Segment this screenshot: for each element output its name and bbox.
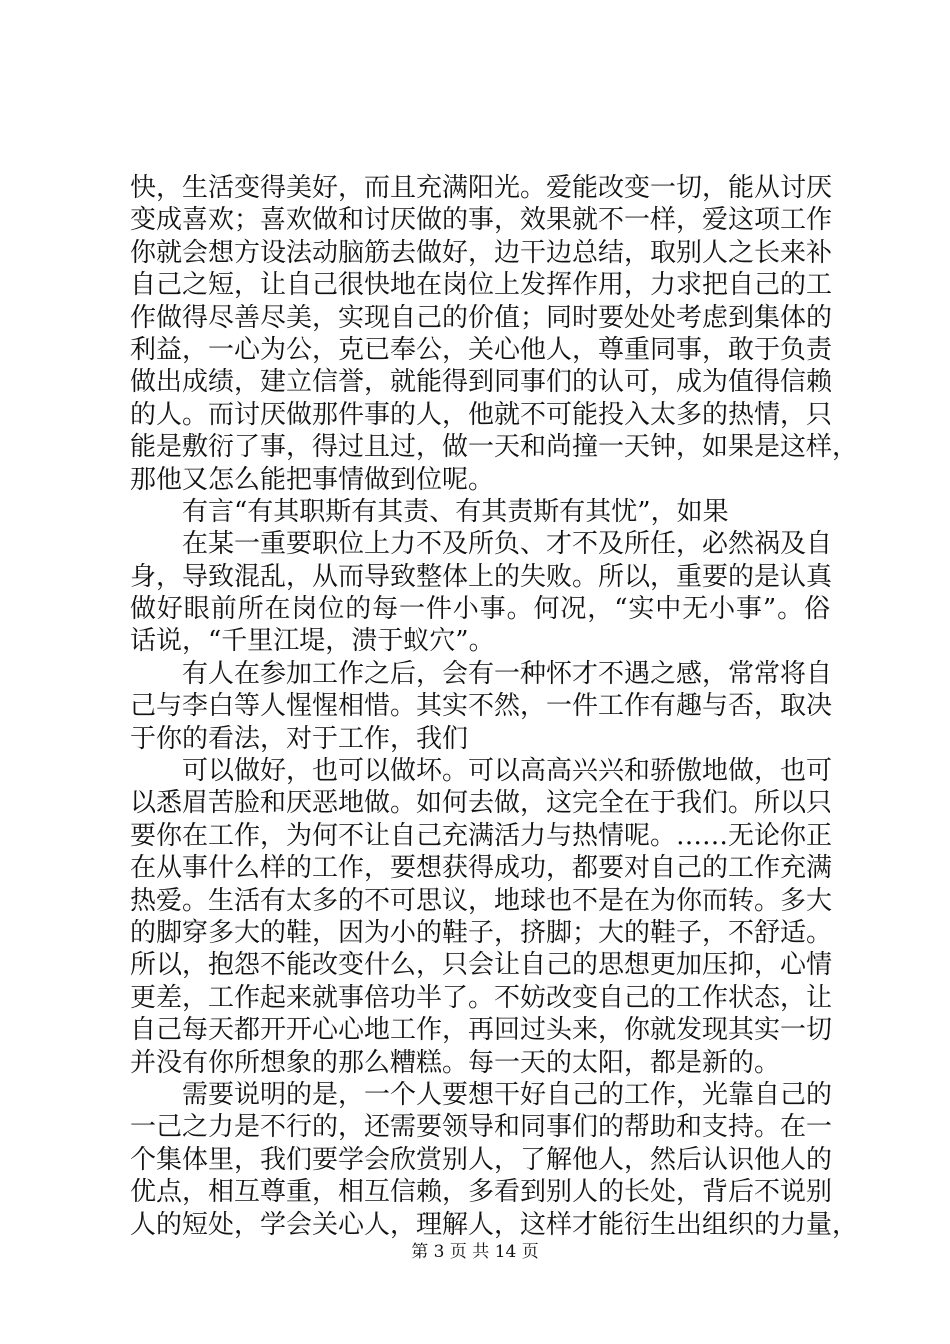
text-line: 于你的看法，对于工作，我们	[130, 723, 469, 754]
text-line: 话说，“千里江堤，溃于蚁穴”。	[130, 626, 495, 657]
text-line: 个集体里，我们要学会欣赏别人，了解他人，然后认识他人的	[130, 1144, 833, 1175]
text-line: 你就会想方设法动脑筋去做好，边干边总结，取别人之长来补	[130, 237, 833, 268]
text-line: 热爱。生活有太多的不可思议，地球也不是在为你而转。多大	[130, 885, 833, 916]
text-line: 己与李白等人惺惺相惜。其实不然，一件工作有趣与否，取决	[130, 691, 833, 722]
text-line: 需要说明的是，一个人要想干好自己的工作，光靠自己的	[182, 1079, 833, 1110]
text-line: 快，生活变得美好，而且充满阳光。爱能改变一切，能从讨厌	[130, 173, 833, 203]
text-line: 要你在工作，为何不让自己充满活力与热情呢。……无论你正	[130, 820, 833, 851]
text-line: 的脚穿多大的鞋，因为小的鞋子，挤脚；大的鞋子，不舒适。	[130, 917, 833, 948]
text-line: 的人。而讨厌做那件事的人，他就不可能投入太多的热情，只	[130, 399, 833, 430]
text-line: 所以，抱怨不能改变什么，只会让自己的思想更加压抑，心情	[130, 950, 833, 981]
text-line: 有人在参加工作之后，会有一种怀才不遇之感，常常将自	[182, 658, 833, 689]
text-line: 可以做好，也可以做坏。可以高高兴兴和骄傲地做，也可	[182, 756, 833, 787]
text-line: 在从事什么样的工作，要想获得成功，都要对自己的工作充满	[130, 853, 833, 884]
text-line: 能是敷衍了事，得过且过，做一天和尚撞一天钟，如果是这样，	[130, 432, 859, 463]
text-line: 自己每天都开开心心地工作，再回过头来，你就发现其实一切	[130, 1015, 833, 1046]
text-line: 身，导致混乱，从而导致整体上的失败。所以，重要的是认真	[130, 561, 833, 592]
text-line: 优点，相互尊重，相互信赖，多看到别人的长处，背后不说别	[130, 1177, 833, 1208]
text-line: 更差，工作起来就事倍功半了。不妨改变自己的工作状态，让	[130, 982, 833, 1013]
text-line: 在某一重要职位上力不及所负、才不及所任，必然祸及自	[182, 529, 833, 560]
text-line: 作做得尽善尽美，实现自己的价值；同时要处处考虑到集体的	[130, 302, 833, 333]
text-line: 人的短处，学会关心人，理解人，这样才能衍生出组织的力量，	[130, 1209, 859, 1240]
text-line: 那他又怎么能把事情做到位呢。	[130, 464, 495, 495]
text-line: 一己之力是不行的，还需要领导和同事们的帮助和支持。在一	[130, 1112, 833, 1143]
text-line: 并没有你所想象的那么糟糕。每一天的太阳，都是新的。	[130, 1047, 781, 1078]
text-line: 做出成绩，建立信誉，就能得到同事们的认可，成为值得信赖	[130, 367, 833, 398]
text-line: 做好眼前所在岗位的每一件小事。何况，“实中无小事”。俗	[130, 594, 830, 625]
body-text	[130, 172, 859, 1241]
text-line: 变成喜欢；喜欢做和讨厌做的事，效果就不一样，爱这项工作	[130, 205, 833, 236]
text-line: 有言“有其职斯有其责、有其责斯有其忧”，如果	[182, 496, 729, 527]
page-number-footer: 第 3 页 共 14 页	[411, 1242, 539, 1262]
text-line: 以悉眉苦脸和厌恶地做。如何去做，这完全在于我们。所以只	[130, 788, 833, 819]
text-line: 利益，一心为公，克已奉公，关心他人，尊重同事，敢于负责	[130, 334, 833, 365]
text-line: 自己之短，让自己很快地在岗位上发挥作用，力求把自己的工	[130, 270, 833, 301]
